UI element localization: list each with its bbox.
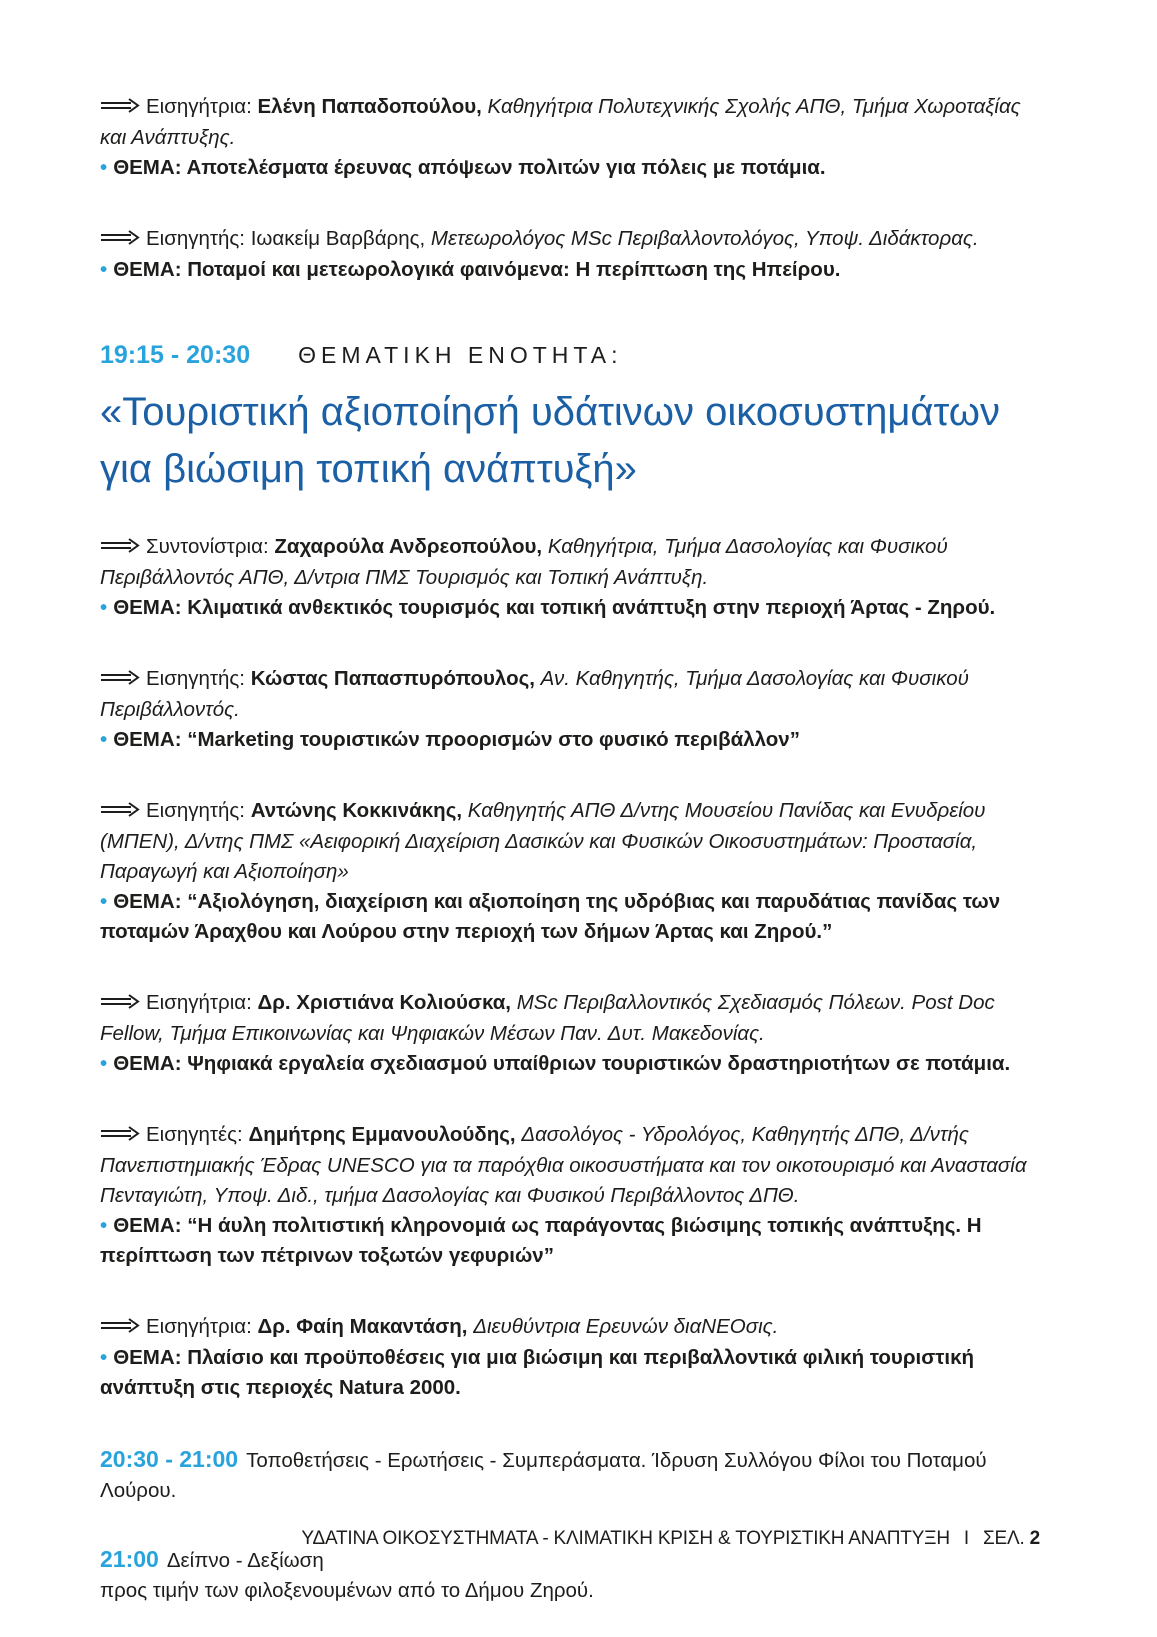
- speaker-line: [100, 664, 1040, 725]
- speaker-name: Κώστας Παπασπυρόπουλος,: [250, 667, 535, 690]
- page-content: [100, 92, 1040, 1637]
- theme-text: “Marketing τουριστικών προορισμών στο φυσικό περιβάλλον”: [187, 728, 800, 751]
- speaker-line: [100, 796, 1040, 887]
- speaker-entry: [100, 92, 1040, 183]
- speaker-name: Ελένη Παπαδοπούλου,: [257, 95, 482, 118]
- double-arrow-icon: [100, 1121, 140, 1151]
- speaker-details: Καθηγήτρια, Τμήμα Δασολογίας και Φυσικού Περιβάλλοντός ΑΠΘ, Δ/ντρια ΠΜΣ Τουρισμός και Τοπική Ανάπτυξη.: [100, 535, 948, 589]
- theme-label: ΘΕΜΑ:: [113, 596, 182, 619]
- double-arrow-icon: [100, 797, 140, 827]
- footer-separator: Ι: [963, 1528, 969, 1549]
- speaker-role: Εισηγήτρια:: [146, 1315, 252, 1338]
- speaker-entry: [100, 1120, 1040, 1271]
- theme-line: [100, 725, 1040, 755]
- double-arrow-icon: [100, 989, 140, 1019]
- speaker-name: Δημήτρης Εμμανουλούδης,: [248, 1123, 516, 1146]
- theme-label: ΘΕΜΑ:: [113, 1346, 182, 1369]
- speaker-line: [100, 224, 1040, 255]
- speaker-name: Ιωακείμ Βαρβάρης,: [250, 227, 426, 250]
- double-arrow-icon: [100, 533, 140, 563]
- theme-line: [100, 1049, 1040, 1079]
- bullet-icon: •: [100, 258, 108, 281]
- speaker-details: MSc Περιβαλλοντικός Σχεδιασμός Πόλεων. Post Doc Fellow, Τμήμα Επικοινωνίας και Ψηφιακών Μέσων Παν. Δυτ. Μακεδονίας.: [100, 991, 995, 1045]
- speaker-details: Καθηγήτρια Πολυτεχνικής Σχολής ΑΠΘ, Τμήμα Χωροταξίας και Ανάπτυξης.: [100, 95, 1021, 149]
- bullet-icon: •: [100, 1346, 108, 1369]
- theme-line: [100, 1211, 1040, 1271]
- speaker-name: Δρ. Χριστιάνα Κολιούσκα,: [257, 991, 512, 1014]
- page-footer: [100, 1528, 1040, 1550]
- theme-line: [100, 153, 1040, 183]
- closing-item: [100, 1544, 1040, 1606]
- theme-text: “Η άυλη πολιτιστική κληρονομιά ως παράγοντας βιώσιμης τοπικής ανάπτυξης. Η περίπτωση των πέτρινων τοξωτών γεφυριών”: [100, 1214, 982, 1267]
- speaker-role: Εισηγητές:: [146, 1123, 243, 1146]
- bullet-icon: •: [100, 596, 108, 619]
- speaker-entry: [100, 224, 1040, 285]
- theme-label: ΘΕΜΑ:: [113, 258, 182, 281]
- speaker-details: Δασολόγος - Υδρολόγος, Καθηγητής ΔΠΘ, Δ/ντής Πανεπιστημιακής Έδρας UNESCO για τα παρόχθια οικοσυστήματα και τον οικοτουρισμό και Αναστασία Πενταγιώτη, Υποψ. Διδ., τμήμα Δασολογίας και Φυσικού Περιβάλλοντος ΔΠΘ.: [100, 1123, 1027, 1207]
- theme-label: ΘΕΜΑ:: [113, 890, 182, 913]
- theme-text: Ψηφιακά εργαλεία σχεδιασμού υπαίθριων τουριστικών δραστηριοτήτων σε ποτάμια.: [187, 1052, 1011, 1075]
- bullet-icon: •: [100, 728, 108, 751]
- speaker-line: [100, 988, 1040, 1049]
- closing-text: Τοποθετήσεις - Ερωτήσεις - Συμπεράσματα. Ίδρυση Συλλόγου Φίλοι του Ποταμού Λούρου.: [100, 1449, 987, 1502]
- speaker-role: Εισηγητής:: [146, 799, 246, 822]
- session-meta: [100, 341, 1040, 370]
- theme-text: Κλιματικά ανθεκτικός τουρισμός και τοπική ανάπτυξη στην περιοχή Άρτας - Ζηρού.: [187, 596, 996, 619]
- speaker-line: [100, 532, 1040, 593]
- page-number: 2: [1029, 1528, 1040, 1549]
- speaker-details: Αν. Καθηγητής, Τμήμα Δασολογίας και Φυσικού Περιβάλλοντός.: [100, 667, 969, 721]
- theme-text: Πλαίσιο και προϋποθέσεις για μια βιώσιμη και περιβαλλοντικά φιλική τουριστική ανάπτυξη στις περιοχές Natura 2000.: [100, 1346, 975, 1399]
- speaker-role: Συντονίστρια:: [146, 535, 269, 558]
- closing-text-secondary: προς τιμήν των φιλοξενουμένων από το Δήμου Ζηρού.: [100, 1579, 594, 1602]
- session-time: 19:15 - 20:30: [100, 341, 251, 369]
- speaker-role: Εισηγήτρια:: [146, 991, 252, 1014]
- theme-line: [100, 593, 1040, 623]
- speaker-entry: [100, 988, 1040, 1079]
- closing-time: 20:30 - 21:00: [100, 1446, 239, 1472]
- page-label: ΣΕΛ.: [982, 1528, 1025, 1549]
- closing-time: 21:00: [100, 1546, 159, 1572]
- theme-line: [100, 887, 1040, 947]
- speaker-name: Ζαχαρούλα Ανδρεοπούλου,: [274, 535, 543, 558]
- theme-text: Ποταμοί και μετεωρολογικά φαινόμενα: Η περίπτωση της Ηπείρου.: [187, 258, 841, 281]
- speaker-line: [100, 92, 1040, 153]
- double-arrow-icon: [100, 1313, 140, 1343]
- double-arrow-icon: [100, 665, 140, 695]
- bullet-icon: •: [100, 1214, 108, 1237]
- speaker-name: Δρ. Φαίη Μακαντάση,: [257, 1315, 468, 1338]
- speaker-entry: [100, 796, 1040, 947]
- theme-label: ΘΕΜΑ:: [113, 728, 182, 751]
- speaker-entry: [100, 664, 1040, 755]
- theme-label: ΘΕΜΑ:: [113, 1214, 182, 1237]
- session-heading: [100, 341, 1040, 498]
- theme-label: ΘΕΜΑ:: [113, 156, 182, 179]
- closing-item: [100, 1444, 1040, 1506]
- theme-line: [100, 255, 1040, 285]
- speaker-name: Αντώνης Κοκκινάκης,: [250, 799, 463, 822]
- theme-label: ΘΕΜΑ:: [113, 1052, 182, 1075]
- bullet-icon: •: [100, 156, 108, 179]
- speaker-line: [100, 1312, 1040, 1343]
- session-kicker: ΘΕΜΑΤΙΚΗ ΕΝΟΤΗΤΑ:: [298, 342, 623, 368]
- double-arrow-icon: [100, 225, 140, 255]
- session-title: «Τουριστική αξιοποίησή υδάτινων οικοσυστημάτων για βιώσιμη τοπική ανάπτυξή»: [100, 390, 1000, 491]
- footer-title: ΥΔΑΤΙΝΑ ΟΙΚΟΣΥΣΤΗΜΑΤΑ - ΚΛΙΜΑΤΙΚΗ ΚΡΙΣΗ & ΤΟΥΡΙΣΤΙΚΗ ΑΝΑΠΤΥΞΗ: [301, 1528, 950, 1549]
- speaker-role: Εισηγητής:: [146, 227, 246, 250]
- double-arrow-icon: [100, 93, 140, 123]
- speaker-role: Εισηγήτρια:: [146, 95, 252, 118]
- bullet-icon: •: [100, 890, 108, 913]
- closing-text: Δείπνο - Δεξίωση: [166, 1549, 324, 1572]
- theme-line: [100, 1343, 1040, 1403]
- speaker-details: Μετεωρολόγος MSc Περιβαλλοντολόγος, Υποψ. Διδάκτορας.: [430, 227, 979, 250]
- speaker-entry: [100, 1312, 1040, 1403]
- speaker-details: Διευθύντρια Ερευνών διαΝΕΟσις.: [473, 1315, 779, 1338]
- bullet-icon: •: [100, 1052, 108, 1075]
- theme-text: “Αξιολόγηση, διαχείριση και αξιοποίηση της υδρόβιας και παρυδάτιας πανίδας των ποταμών Άραχθου και Λούρου στην περιοχή των δήμων Άρτας και Ζηρού.”: [100, 890, 1001, 943]
- speaker-role: Εισηγητής:: [146, 667, 246, 690]
- speaker-line: [100, 1120, 1040, 1211]
- speaker-details: Καθηγητής ΑΠΘ Δ/ντης Μουσείου Πανίδας και Ενυδρείου (ΜΠΕΝ), Δ/ντης ΠΜΣ «Αειφορική Διαχείριση Δασικών και Φυσικών Οικοσυστημάτων: Προστασία, Παραγωγή και Αξιοποίηση»: [100, 799, 986, 883]
- theme-text: Αποτελέσματα έρευνας απόψεων πολιτών για πόλεις με ποτάμια.: [186, 156, 826, 179]
- speaker-entry: [100, 532, 1040, 623]
